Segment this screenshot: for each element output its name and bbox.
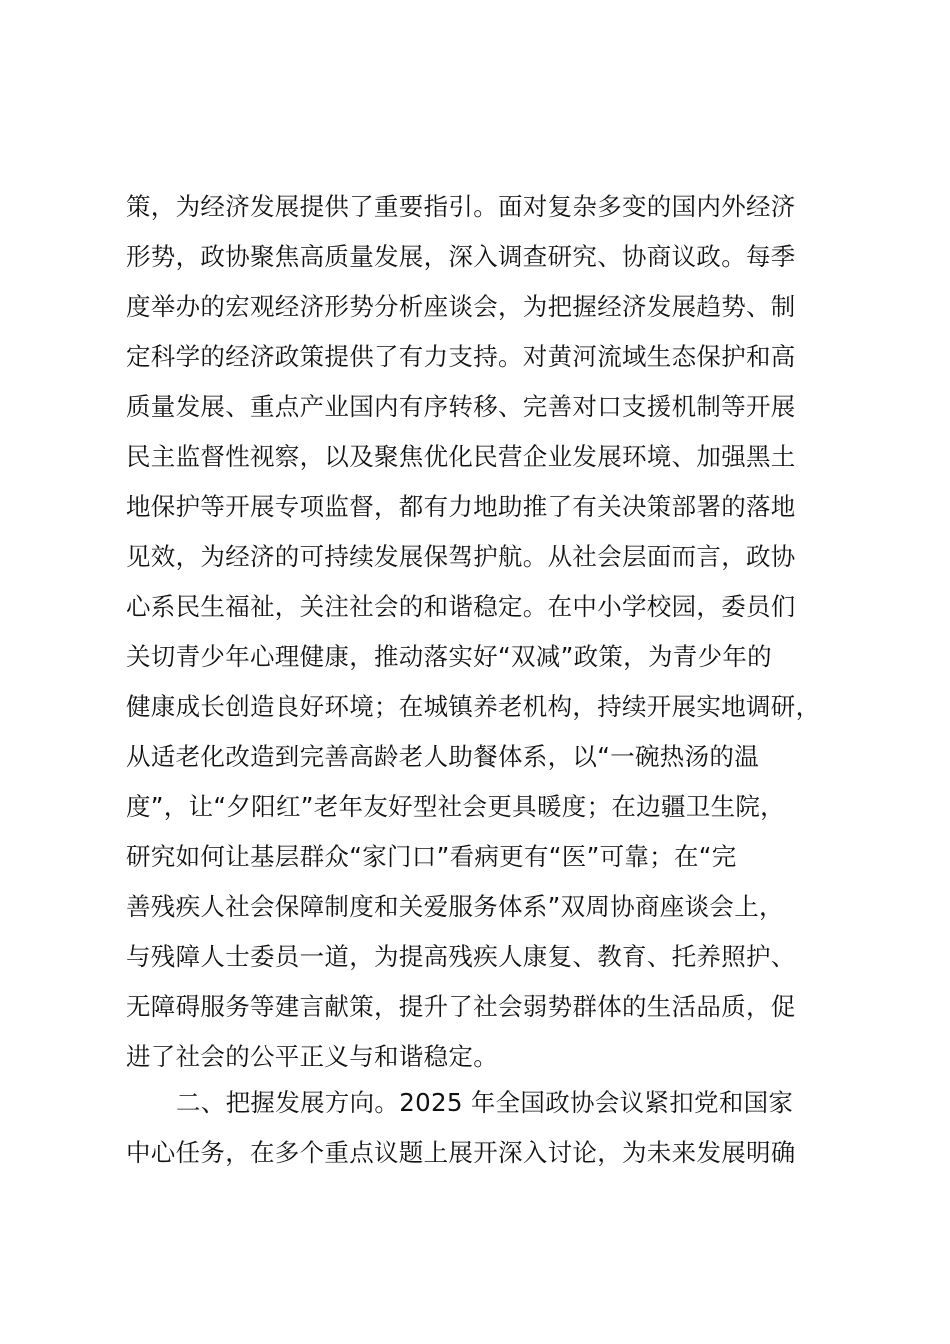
text-line: 善残疾人社会保障制度和关爱服务体系”双周协商座谈会上， xyxy=(126,892,784,921)
paragraph-development-direction xyxy=(126,1078,846,1178)
paragraph-social-economic xyxy=(126,182,846,1082)
text-line: 心系民生福祉，关注社会的和谐稳定。在中小学校园，委员们 xyxy=(126,592,796,621)
text-line: 中心任务，在多个重点议题上展开深入讨论，为未来发展明确 xyxy=(126,1138,796,1167)
text-line: 无障碍服务等建言献策，提升了社会弱势群体的生活品质，促 xyxy=(126,992,796,1021)
text-line: 见效，为经济的可持续发展保驾护航。从社会层面而言，政协 xyxy=(126,542,796,571)
text-line: 研究如何让基层群众“家门口”看病更有“医”可靠；在“完 xyxy=(126,842,737,871)
text-line: 关切青少年心理健康，推动落实好“双减”政策，为青少年的 xyxy=(126,642,772,671)
text-line: 形势，政协聚焦高质量发展，深入调查研究、协商议政。每季 xyxy=(126,242,796,271)
text-line-section-heading: 二、把握发展方向。2025 年全国政协会议紧扣党和国家 xyxy=(176,1088,794,1117)
text-line: 民主监督性视察，以及聚焦优化民营企业发展环境、加强黑土 xyxy=(126,442,796,471)
text-line: 策，为经济发展提供了重要指引。面对复杂多变的国内外经济 xyxy=(126,192,796,221)
text-line: 度”，让“夕阳红”老年友好型社会更具暖度；在边疆卫生院， xyxy=(126,792,785,821)
text-line: 从适老化改造到完善高龄老人助餐体系，以“一碗热汤的温 xyxy=(126,742,759,771)
text-line: 度举办的宏观经济形势分析座谈会，为把握经济发展趋势、制 xyxy=(126,292,796,321)
text-line: 健康成长创造良好环境；在城镇养老机构，持续开展实地调研， xyxy=(126,692,821,721)
text-line: 进了社会的公平正义与和谐稳定。 xyxy=(126,1042,498,1071)
text-line: 定科学的经济政策提供了有力支持。对黄河流域生态保护和高 xyxy=(126,342,796,371)
text-line: 地保护等开展专项监督，都有力地助推了有关决策部署的落地 xyxy=(126,492,796,521)
text-line: 质量发展、重点产业国内有序转移、完善对口支援机制等开展 xyxy=(126,392,796,421)
text-line: 与残障人士委员一道，为提高残疾人康复、教育、托养照护、 xyxy=(126,942,796,971)
